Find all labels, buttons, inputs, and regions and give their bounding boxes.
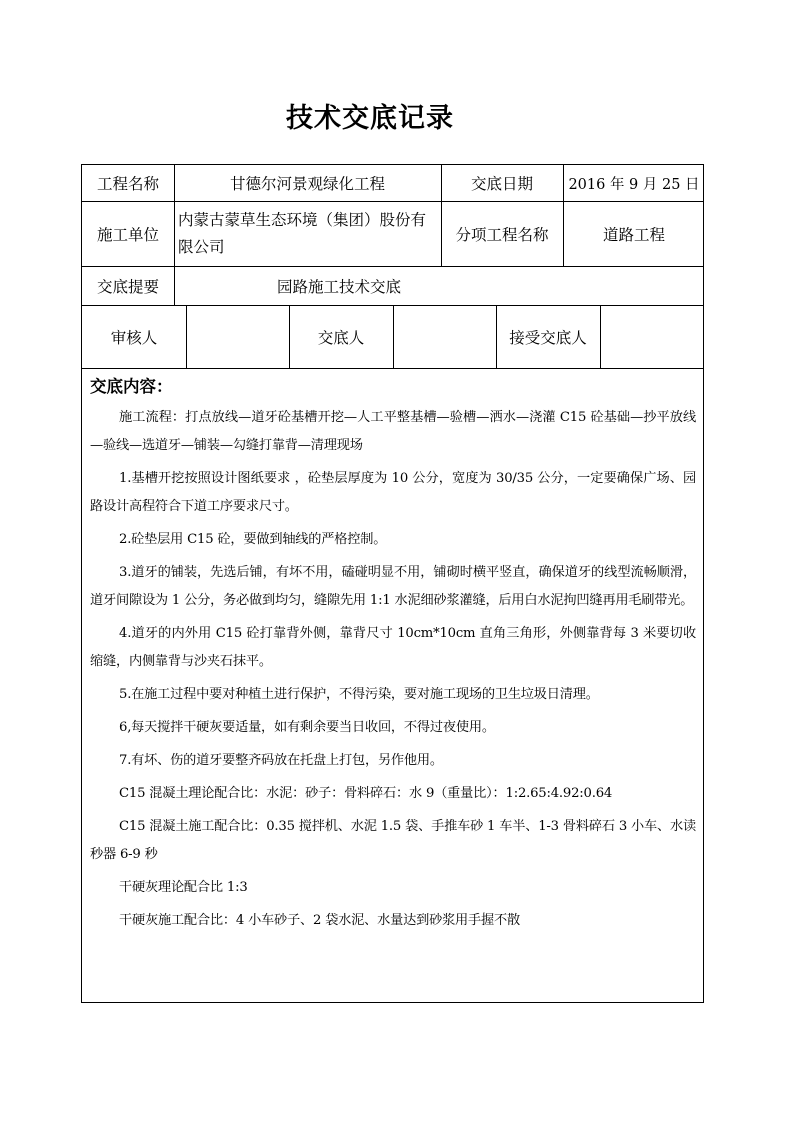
project-name-value: 甘德尔河景观绿化工程 <box>229 175 385 193</box>
content-paragraph: 5.在施工过程中要对种植土进行保护，不得污染，要对施工现场的卫生垃圾日清理。 <box>119 687 599 702</box>
content-paragraph: C15 混凝土施工配合比：0.35 搅拌机、水泥 1.5 袋、手推车砂 1 车半、1-3 骨料碎石 3 小车、水读秒器 6-9 秒 <box>90 819 696 862</box>
content-paragraph: 1.基槽开挖按照设计图纸要求 ，砼垫层厚度为 10 公分，宽度为 30/35 公分，一定要确保广场、园路设计高程符合下道工序要求尺寸。 <box>90 471 696 514</box>
discloser-label: 交底人 <box>317 328 365 347</box>
sub-project-value: 道路工程 <box>602 225 665 244</box>
unit-value <box>174 201 441 266</box>
summary-value: 园路施工技术交底 <box>277 277 402 296</box>
discloser-value <box>393 305 496 368</box>
unit-label: 施工单位 <box>96 225 159 244</box>
content-paragraph: 4.道牙的内外用 C15 砼打靠背外侧，靠背尺寸 10cm*10cm 直角三角形，外侧靠背每 3 米要切收缩缝，内侧靠背与沙夹石抹平。 <box>90 626 696 669</box>
reviewer-value <box>186 305 289 368</box>
disclosure-table <box>81 164 704 1003</box>
content-paragraph: 施工流程：打点放线—道牙砼基槽开挖—人工平整基槽—验槽—洒水—浇灌 C15 砼基础—抄平放线—验线—选道牙—铺装—勾缝打靠背—清理现场 <box>90 410 696 453</box>
content-paragraph: 干硬灰施工配合比：4 小车砂子、2 袋水泥、水量达到砂浆用手握不散 <box>119 913 520 928</box>
unit-value-line1: 内蒙古蒙草生态环境（集团）股份有 <box>178 210 427 229</box>
content-paragraph: 干硬灰理论配合比 1:3 <box>119 880 248 895</box>
content-paragraph: 3.道牙的铺装，先选后铺，有坏不用，磕碰明显不用，铺砌时横平竖直，确保道牙的线型流畅顺滑，道牙间隙设为 1 公分，务必做到均匀，缝隙先用 1:1 水泥细砂浆灌缝，后用白水泥拘凹缝再用毛刷带光。 <box>90 565 696 608</box>
project-name-label: 工程名称 <box>96 175 159 193</box>
document-title: 技术交底记录 <box>286 103 454 134</box>
disclosure-content <box>90 368 696 940</box>
receiver-label: 接受交底人 <box>509 328 587 347</box>
content-paragraph: 6,每天搅拌干硬灰要适量，如有剩余要当日收回，不得过夜使用。 <box>119 720 495 735</box>
unit-value-line2: 限公司 <box>178 237 225 256</box>
reviewer-label: 审核人 <box>110 328 158 347</box>
date-value: 2016 年 9 月 25 日 <box>568 176 700 193</box>
content-heading: 交底内容： <box>90 377 173 396</box>
content-paragraph: C15 混凝土理论配合比：水泥：砂子：骨料碎石：水 9（重量比）：1:2.65:4.92:0.64 <box>119 786 613 801</box>
content-paragraph: 2.砼垫层用 C15 砼，要做到轴线的严格控制。 <box>119 532 387 547</box>
content-paragraph: 7.有坏、伤的道牙要整齐码放在托盘上打包，另作他用。 <box>119 753 443 768</box>
receiver-value <box>600 305 705 368</box>
sub-project-label: 分项工程名称 <box>455 225 549 244</box>
summary-label: 交底提要 <box>96 277 159 296</box>
date-label: 交底日期 <box>470 175 533 193</box>
